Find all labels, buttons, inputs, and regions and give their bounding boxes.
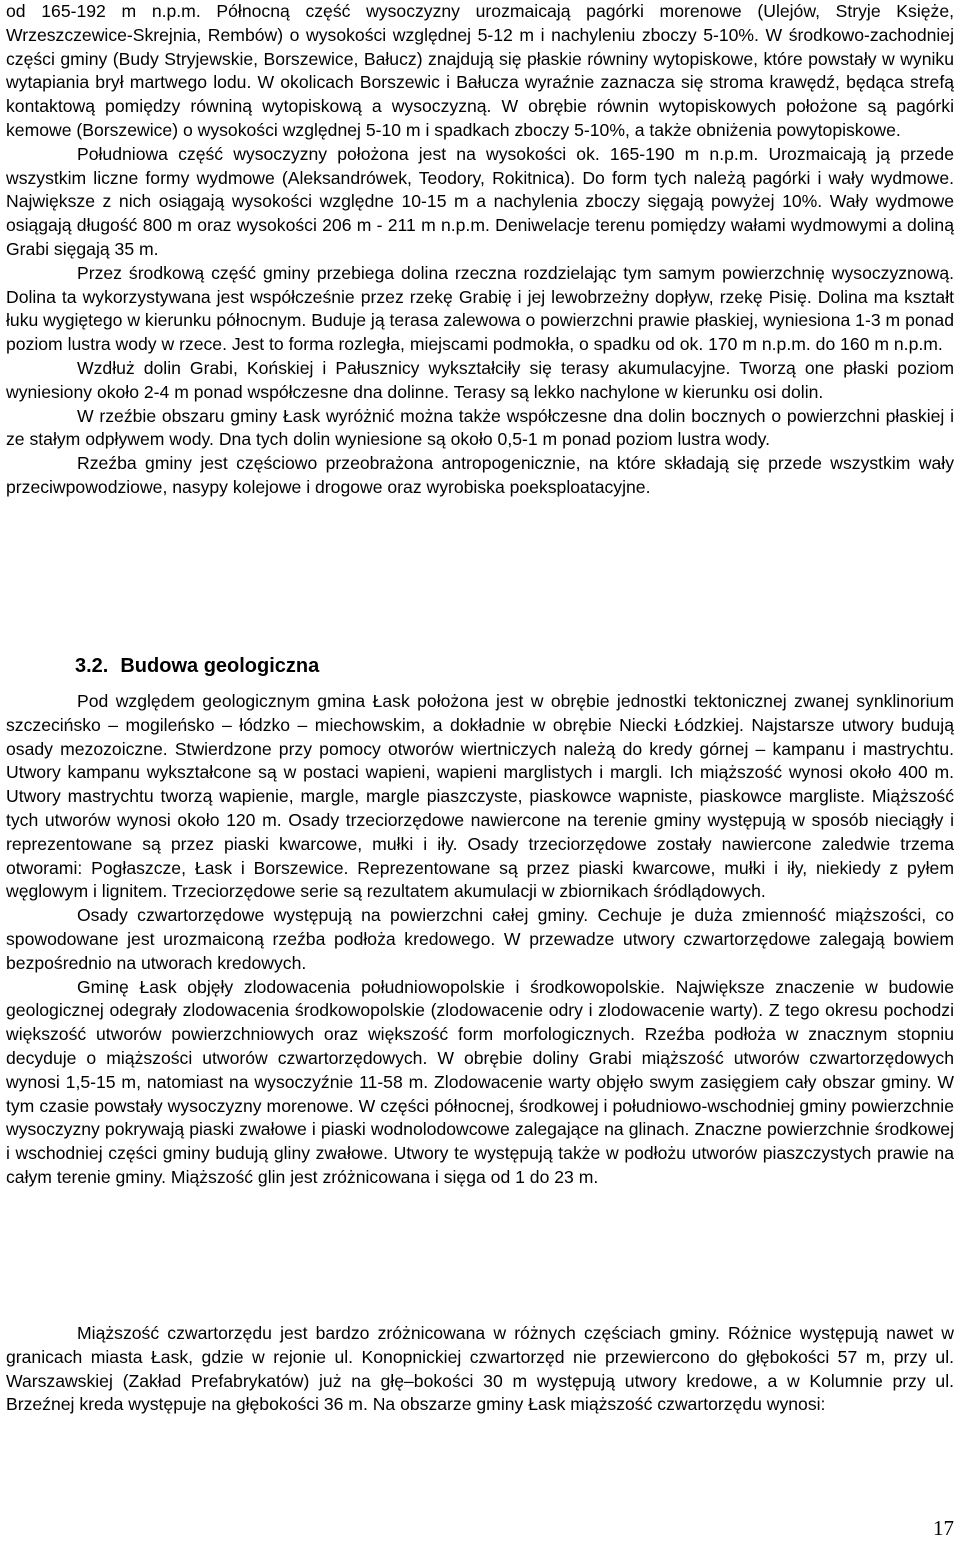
paragraph-terraces: Wzdłuż dolin Grabi, Końskiej i Pałusznicy wykształciły się terasy akumulacyjne. Tworzą one płaski poziom wyniesiony około 2-4 m ponad współczesne dna dolinne. Terasy są lekko nachylone w kierunku osi dolin. [6, 357, 954, 402]
paragraph-valley: Przez środkową część gminy przebiega dolina rzeczna rozdzielając tym samym powierzchnię wysoczyznową. Dolina ta wykorzystywana jest współcześnie przez rzekę Grabię i jej lewobrzeżny dopływ, rzekę Pisię. Dolina ma kształt łuku wygiętego w kierunku północnym. Buduje ją terasa zalewowa o powierzchni prawie płaskiej, wyniesiona 1-3 m ponad poziom lustra wody w rzece. Jest to forma rozległa, miejscami podmokła, o spadku od ok. 170 m n.p.m. do 160 m n.p.m. [6, 262, 954, 355]
section-geology-text [6, 690, 954, 1190]
paragraph-anthropogenic: Rzeźba gminy jest częściowo przeobrażona antropogenicznie, na które składają się przede wszystkim wały przeciwpowodziowe, nasypy kolejowe i drogowe oraz wyrobiska poeksploatacyjne. [6, 453, 954, 497]
paragraph-tectonics: Pod względem geologicznym gmina Łask położona jest w obrębie jednostki tektonicznej zwanej synklinorium szczecińsko – mogileńsko – łódzko – miechowskim, a dokładnie w obrębie Niecki Łódzkiej. Najstarsze utwory budują osady mezozoiczne. Stwierdzone przy pomocy otworów wiertniczych należą do kredy górnej – kampanu i mastrychtu. Utwory kampanu wykształcone są w postaci wapieni, wapieni marglistych i margli. Ich miąższość wynosi około 400 m. Utwory mastrychtu tworzą wapienie, margle, margle piaszczyste, piaskowce wapniste, piaskowce margliste. Miąższość tych utworów wynosi około 120 m. Osady trzeciorzędowe nawiercone na terenie gminy występują w sposób nieciągły i reprezentowane są przez piaski kwarcowe, mułki i iły. Osady trzeciorzędowe zostały nawiercone zaledwie trzema otworami: Pogłaszcze, Łask i Borszewice. Reprezentowane są przez piaski kwarcowe, mułki i iły, niekiedy z pyłem węglowym i lignitem. Trzeciorzędowe serie są rezultatem akumulacji w zbiornikach śródlądowych. [6, 691, 954, 902]
paragraph-quaternary: Osady czwartorzędowe występują na powierzchni całej gminy. Cechuje je duża zmienność miąższości, co spowodowane jest urozmaiconą rzeźba podłoża kredowego. W przewadze utwory czwartorzędowe zalegają bowiem bezpośrednio na utworach kredowych. [6, 905, 954, 973]
page-number: 17 [933, 1516, 954, 1540]
section-number: 3.2. [75, 655, 109, 677]
paragraph-thickness: Miąższość czwartorzędu jest bardzo zróżnicowana w różnych częściach gminy. Różnice występują nawet w granicach miasta Łask, gdzie w rejonie ul. Konopnickiej czwartorzęd nie przewiercono do głębokości 57 m, przy ul. Warszawskiej (Zakład Prefabrykatów) już na głę–bokości 30 m występują utwory kredowe, a w Kolumnie przy ul. Brzeźnej kreda występuje na głębokości 36 m. Na obszarze gminy Łask miąższość czwartorzędu wynosi: [6, 1323, 954, 1415]
paragraph-valley-floors: W rzeźbie obszaru gminy Łask wyróżnić można także współczesne dna dolin bocznych o powierzchni płaskiej i ze stałym odpływem wody. Dna tych dolin wyniesione są około 0,5-1 m ponad poziom lustra wody. [6, 405, 954, 450]
section-thickness-text [6, 1322, 954, 1417]
section-heading [75, 653, 319, 679]
paragraph-glaciations: Gminę Łask objęły zlodowacenia południowopolskie i środkowopolskie. Największe znaczenie w budowie geologicznej odegrały zlodowacenia środkowopolskie (zlodowacenie odry i zlodowacenie warty). Z tego okresu pochodzi większość utworów powierzchniowych oraz większość form morfologicznych. Rzeźba podłoża w znacznym stopniu decyduje o miąższości utworów czwartorzędowych. W obrębie doliny Grabi miąższość utworów czwartorzędowych wynosi 1,5-15 m, natomiast na wysoczyźnie 11-58 m. Zlodowacenie warty objęło swym zasięgiem cały obszar gminy. W tym czasie powstały wysoczyzny morenowe. W części północnej, środkowej i południowo-wschodniej gminy powierzchnie wysoczyzny pokrywają piaski zwałowe i piaski wodnolodowcowe zalegające na glinach. Znaczne powierzchnie środkowej i wschodniej części gminy budują gliny zwałowe. Utwory te występują także w podłożu utworów piaszczystych prawie na całym terenie gminy. Miąższość glin jest zróżnicowana i sięga od 1 do 23 m. [6, 976, 954, 1187]
paragraph-relief-north: od 165-192 m n.p.m. Północną część wysoczyzny urozmaicają pagórki morenowe (Ulejów, Stryje Księże, Wrzeszczewice-Skrejnia, Rembów) o wysokości względnej 5-12 m i nachyleniu zboczy 5-10%. W środkowo-zachodniej części gminy (Budy Stryjewskie, Borszewice, Bałucz) znajdują się płaskie równiny wytopiskowe, które powstały w wyniku wytapiania brył martwego lodu. W okolicach Borszewic i Bałucza wyraźnie zaznacza się stroma krawędź, będąca strefą kontaktową pomiędzy równiną wytopiskową a wysoczyzną. W obrębie równin wytopiskowych położone są pagórki kemowe (Borszewice) o wysokości względnej 5-10 m i spadkach zboczy 5-10%, a także obniżenia powytopiskowe. [6, 1, 954, 140]
paragraph-relief-south: Południowa część wysoczyzny położona jest na wysokości ok. 165-190 m n.p.m. Urozmaicają ją przede wszystkim liczne formy wydmowe (Aleksandrówek, Teodory, Rokitnica). Do form tych należą pagórki i wały wydmowe. Największe z nich osiągają wysokości względne 10-15 m a nachylenia zboczy sięgają powyżej 10%. Wały wydmowe osiągają długość 800 m oraz wysokości 206 m - 211 m n.p.m. Deniwelacje terenu pomiędzy wałami wydmowymi a doliną Grabi sięgają 35 m. [6, 143, 954, 259]
section-title: Budowa geologiczna [120, 655, 320, 677]
section-relief-text [6, 0, 954, 500]
